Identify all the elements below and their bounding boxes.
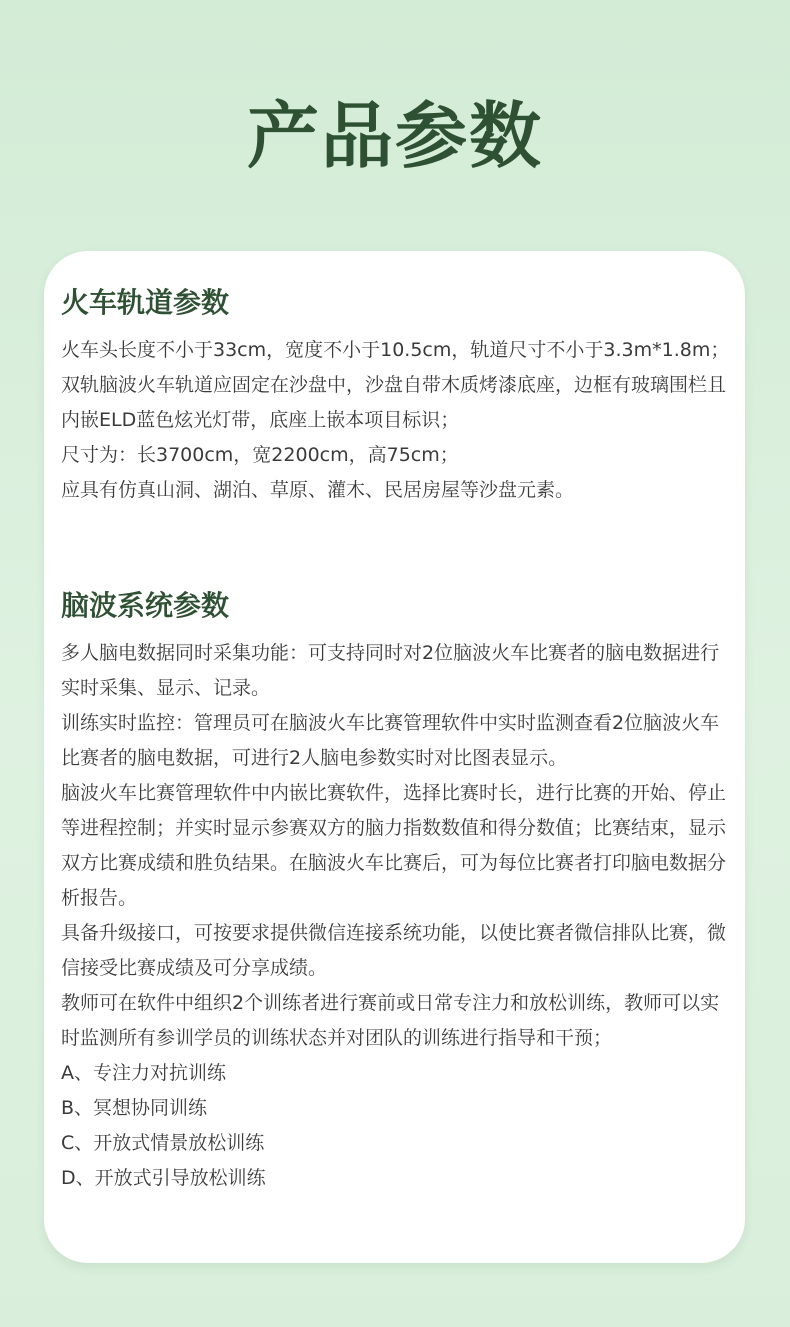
paragraph: 具备升级接口，可按要求提供微信连接系统功能，以使比赛者微信排队比赛，微信接受比赛成绩及可分享成绩。 xyxy=(61,922,727,979)
list-item: A、专注力对抗训练 xyxy=(61,1062,226,1084)
section-heading: 脑波系统参数 xyxy=(61,589,230,622)
paragraph: 脑波火车比赛管理软件中内嵌比赛软件，选择比赛时长，进行比赛的开始、停止等进程控制；并实时显示参赛双方的脑力指数数值和得分数值；比赛结束，显示双方比赛成绩和胜负结果。在脑波火车比赛后，可为每位比赛者打印脑电数据分析报告。 xyxy=(61,782,727,909)
parameters-card xyxy=(44,251,745,1263)
section-heading: 火车轨道参数 xyxy=(61,286,230,319)
paragraph: 应具有仿真山洞、湖泊、草原、灌木、民居房屋等沙盘元素。 xyxy=(61,479,575,501)
list-item: B、冥想协同训练 xyxy=(61,1097,208,1119)
paragraph: 火车头长度不小于33cm，宽度不小于10.5cm，轨道尺寸不小于3.3m*1.8m； xyxy=(61,339,730,361)
paragraph: 多人脑电数据同时采集功能：可支持同时对2位脑波火车比赛者的脑电数据进行实时采集、显示、记录。 xyxy=(61,642,720,699)
paragraph: 尺寸为：长3700cm，宽2200cm，高75cm； xyxy=(61,444,459,466)
page-title: 产品参数 xyxy=(246,94,543,178)
paragraph: 教师可在软件中组织2个训练者进行赛前或日常专注力和放松训练，教师可以实时监测所有参训学员的训练状态并对团队的训练进行指导和干预； xyxy=(61,992,720,1049)
train-track-section xyxy=(61,281,731,508)
paragraph: 训练实时监控：管理员可在脑波火车比赛管理软件中实时监测查看2位脑波火车比赛者的脑电数据，可进行2人脑电参数实时对比图表显示。 xyxy=(61,712,720,769)
paragraph: 双轨脑波火车轨道应固定在沙盘中，沙盘自带木质烤漆底座，边框有玻璃围栏且内嵌ELD蓝色炫光灯带，底座上嵌本项目标识； xyxy=(61,374,727,431)
list-item: D、开放式引导放松训练 xyxy=(61,1167,266,1189)
list-item: C、开放式情景放松训练 xyxy=(61,1132,265,1154)
brainwave-system-section xyxy=(61,584,731,1196)
